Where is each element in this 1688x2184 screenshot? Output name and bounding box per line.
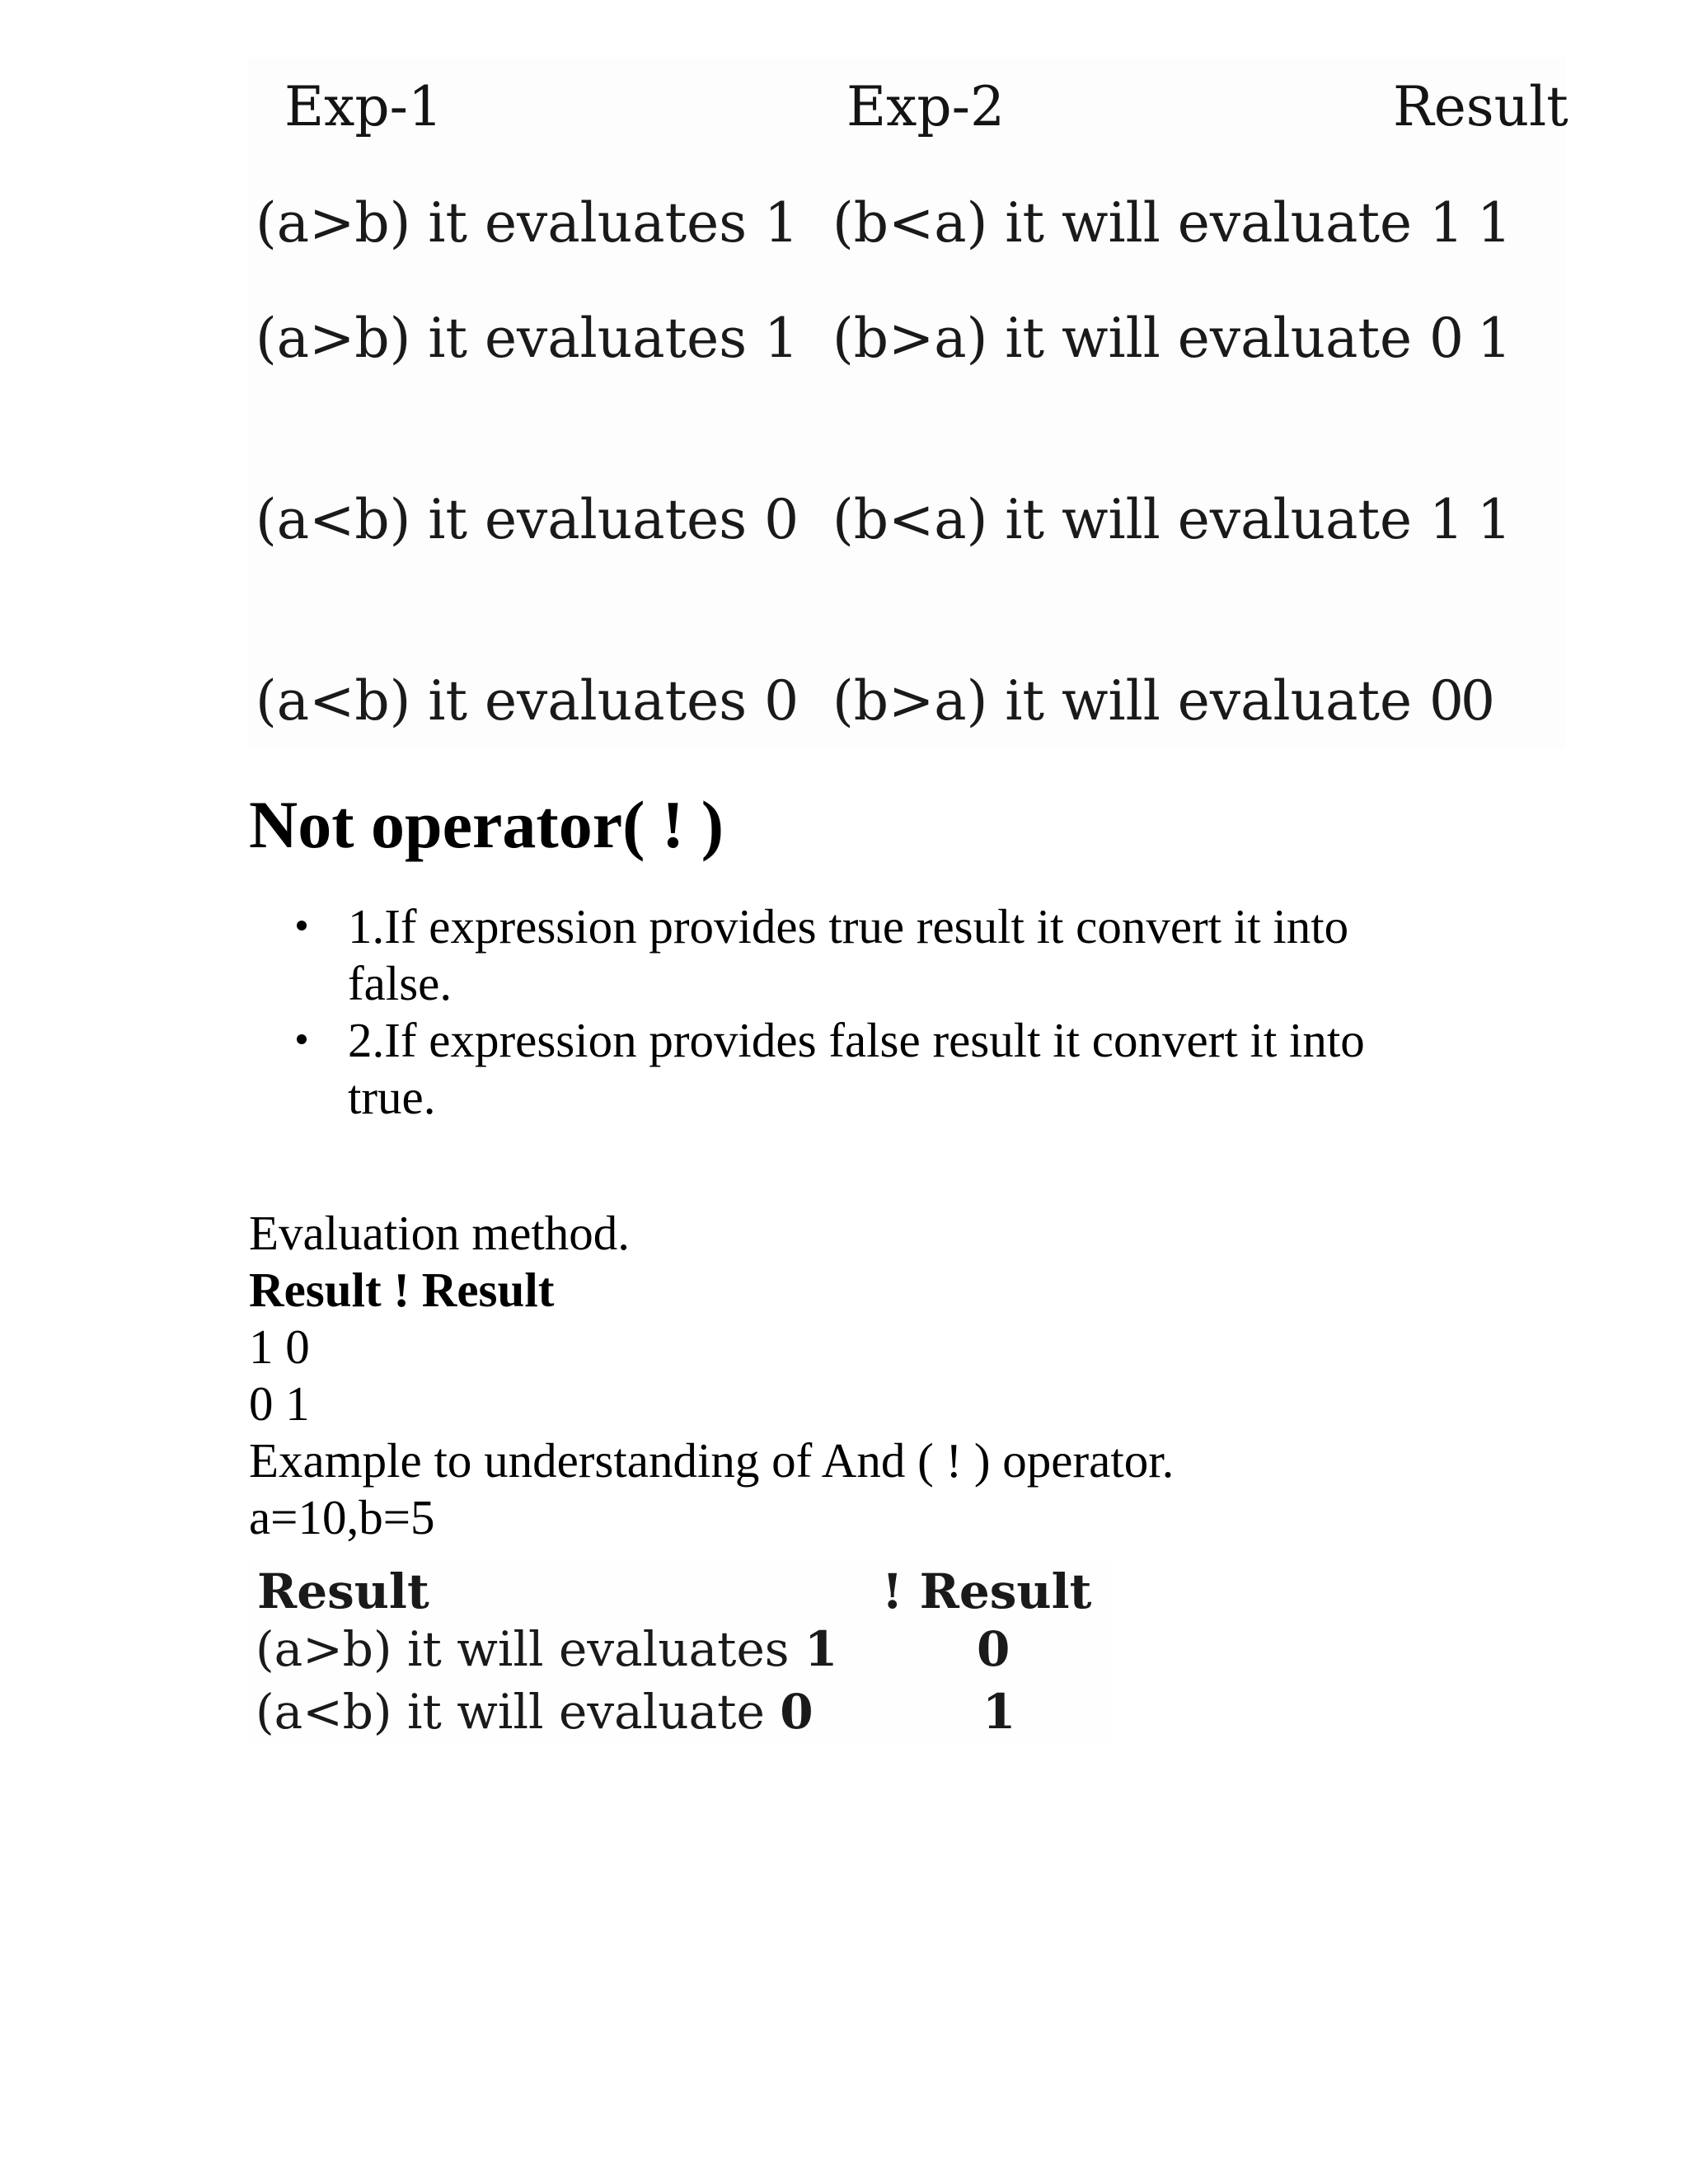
example-values: a=10,b=5: [249, 1490, 435, 1544]
bullet-dot-icon: [297, 921, 307, 930]
row2-exp2: (b>a) it will evaluate 0: [832, 307, 1464, 370]
row4-exp2: (b>a) it will evaluate 0: [832, 669, 1464, 733]
not-row2-value: 0: [780, 1684, 814, 1740]
header-not-result: ! Result: [882, 1563, 1092, 1619]
header-result: Result: [1393, 75, 1568, 138]
row1-result: 1: [1477, 191, 1512, 255]
not-row1-expr: (a>b) it will evaluates 1: [256, 1621, 838, 1677]
evaluation-intro: Evaluation method.: [249, 1206, 631, 1260]
list-item: [247, 898, 1442, 1012]
row3-result: 1: [1477, 488, 1512, 551]
evaluation-method-block: [249, 1205, 1174, 1546]
row4-exp1: (a<b) it evaluates 0: [256, 669, 799, 733]
row3-exp1: (a<b) it evaluates 0: [256, 488, 799, 551]
truth-table-header: Result ! Result: [249, 1263, 555, 1317]
row1-exp1: (a>b) it evaluates 1: [256, 191, 799, 255]
not-row2-expr: (a<b) it will evaluate 0: [256, 1684, 814, 1740]
rule-text: 2.If expression provides false result it convert it into true.: [348, 1013, 1365, 1124]
comparison-table-image: [247, 58, 1566, 750]
row2-result: 1: [1477, 307, 1512, 370]
row4-result: 0: [1461, 669, 1495, 733]
not-row2-not: 1: [982, 1684, 1016, 1740]
header-exp2: Exp-2: [846, 75, 1005, 138]
example-title: Example to understanding of And ( ! ) operator.: [249, 1433, 1175, 1488]
row3-exp2: (b<a) it will evaluate 1: [832, 488, 1464, 551]
header-exp1: Exp-1: [284, 75, 443, 138]
not-row1-value: 1: [804, 1621, 838, 1677]
truth-table-row: 1 0: [249, 1319, 310, 1374]
not-operator-rules: [247, 898, 1442, 1126]
row2-exp1: (a>b) it evaluates 1: [256, 307, 799, 370]
rule-text: 1.If expression provides true result it convert it into false.: [348, 899, 1349, 1010]
row1-exp2: (b<a) it will evaluate 1: [832, 191, 1464, 255]
not-row1-not: 0: [977, 1621, 1010, 1677]
not-operator-heading: Not operator( ! ): [249, 787, 724, 862]
header-result: Result: [257, 1563, 429, 1619]
list-item: [247, 1012, 1442, 1126]
truth-table-row: 0 1: [249, 1376, 310, 1431]
not-result-table-image: [247, 1558, 1113, 1747]
bullet-dot-icon: [297, 1034, 307, 1044]
